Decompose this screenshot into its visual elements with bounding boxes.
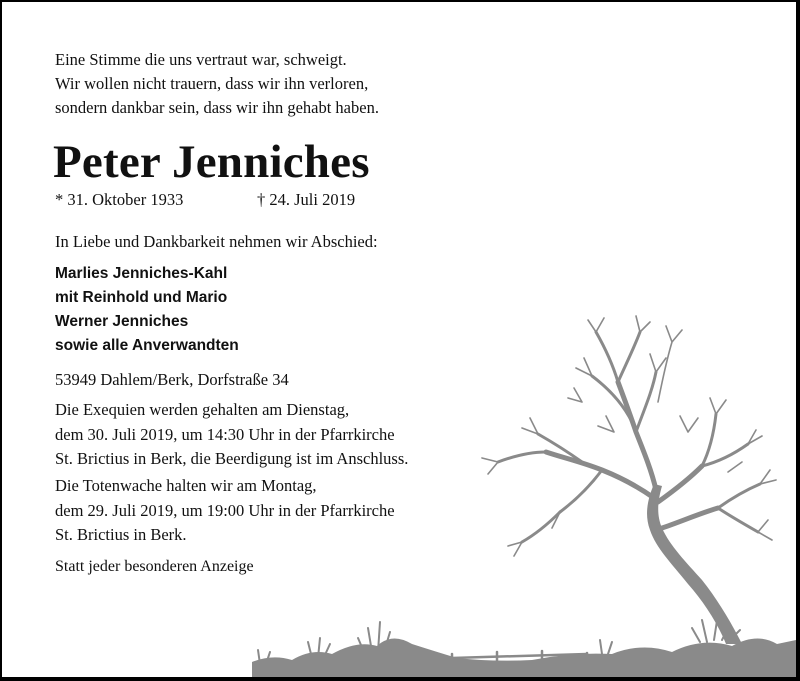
exequien-line: St. Brictius in Berk, die Beerdigung ist im Anschluss. — [55, 449, 409, 468]
wake-line: St. Brictius in Berk. — [55, 525, 187, 544]
wake-line: Die Totenwache halten wir am Montag, — [55, 476, 317, 495]
poem-line: Eine Stimme die uns vertraut war, schweigt. — [55, 50, 347, 69]
birth-date: * 31. Oktober 1933 — [55, 190, 184, 209]
closing-note: Statt jeder besonderen Anzeige — [55, 558, 254, 575]
mourners-list — [55, 262, 239, 358]
obituary-notice — [2, 2, 796, 677]
poem-line: Wir wollen nicht trauern, dass wir ihn verloren, — [55, 74, 369, 93]
mourner-line: sowie alle Anverwandten — [55, 337, 239, 354]
mourner-line: Marlies Jenniches-Kahl — [55, 265, 228, 282]
deceased-name: Peter Jenniches — [53, 136, 370, 188]
mourner-line: Werner Jenniches — [55, 313, 189, 330]
wake-line: dem 29. Juli 2019, um 19:00 Uhr in der Pfarrkirche — [55, 500, 395, 520]
exequien-line: Die Exequien werden gehalten am Dienstag, — [55, 400, 350, 419]
exequien-line: dem 30. Juli 2019, um 14:30 Uhr in der Pfarrkirche — [55, 424, 395, 444]
mourner-line: mit Reinhold und Mario — [55, 289, 228, 306]
poem — [55, 48, 379, 120]
family-address: 53949 Dahlem/Berk, Dorfstraße 34 — [55, 370, 289, 389]
farewell-intro: In Liebe und Dankbarkeit nehmen wir Abschied: — [55, 232, 378, 251]
death-date: † 24. Juli 2019 — [257, 190, 356, 209]
tree-silhouette-icon — [252, 302, 796, 677]
poem-line: sondern dankbar sein, dass wir ihn gehabt haben. — [55, 98, 379, 117]
